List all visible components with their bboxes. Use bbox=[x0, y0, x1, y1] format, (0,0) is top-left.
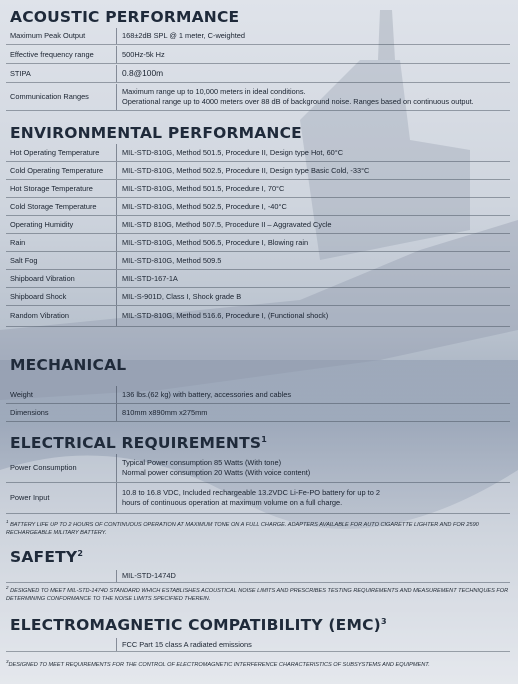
spec-value: 136 lbs.(62 kg) with battery, accessories and cables bbox=[116, 386, 510, 403]
environmental-performance-heading: ENVIRONMENTAL PERFORMANCE bbox=[10, 124, 302, 142]
emc-heading: ELECTROMAGNETIC COMPATIBILITY (EMC)$^3$ bbox=[10, 616, 387, 634]
spec-label: Weight bbox=[10, 389, 33, 399]
spec-row-cold-operating-temp bbox=[6, 162, 510, 180]
spec-row-safety-standard bbox=[6, 570, 510, 583]
spec-row-cold-storage-temp bbox=[6, 198, 510, 216]
spec-value: Typical Power consumption 85 Watts (With tone) Normal power consumption 20 Watts (With voice content) bbox=[116, 454, 510, 482]
spec-row-stipa bbox=[6, 65, 510, 83]
spec-label: Power Consumption bbox=[10, 463, 77, 472]
spec-value: MIL-STD-1474D bbox=[116, 570, 510, 582]
footnote-marker: 2 bbox=[77, 548, 84, 558]
spec-row-max-peak-output bbox=[6, 28, 510, 45]
spec-row-communication-ranges bbox=[6, 84, 510, 111]
spec-row-random-vibration bbox=[6, 306, 510, 327]
spec-row-operating-humidity bbox=[6, 216, 510, 234]
spec-label: Effective frequency range bbox=[10, 49, 94, 59]
spec-value: 10.8 to 16.8 VDC, Included rechargeable 13.2VDC Li-Fe-PO battery for up to 2 hours of continuous operation at maximum volume on a full charge. bbox=[116, 483, 510, 513]
acoustic-performance-heading: ACOUSTIC PERFORMANCE bbox=[10, 8, 240, 26]
spec-label: Communication Ranges bbox=[10, 92, 89, 101]
spec-row-dimensions bbox=[6, 404, 510, 422]
spec-row-shipboard-vibration bbox=[6, 270, 510, 288]
spec-row-hot-operating-temp bbox=[6, 144, 510, 162]
spec-value: MIL-STD-810G, Method 509.5 bbox=[116, 252, 510, 269]
mechanical-heading: MECHANICAL bbox=[10, 356, 127, 374]
spec-row-power-consumption bbox=[6, 454, 510, 483]
spec-label: Cold Storage Temperature bbox=[10, 201, 97, 211]
spec-label: Random Vibration bbox=[10, 311, 70, 320]
spec-value: 810mm x890mm x275mm bbox=[116, 404, 510, 421]
spec-value: 500Hz-5k Hz bbox=[116, 46, 510, 63]
spec-label: Shipboard Shock bbox=[10, 291, 67, 301]
spec-row-frequency-range bbox=[6, 46, 510, 64]
spec-label: Power Input bbox=[10, 493, 50, 502]
spec-row-power-input bbox=[6, 483, 510, 514]
spec-row-shipboard-shock bbox=[6, 288, 510, 306]
spec-value: 168±2dB SPL @ 1 meter, C-weighted bbox=[116, 28, 510, 44]
footnote-marker: 1 bbox=[261, 434, 268, 444]
spec-row-hot-storage-temp bbox=[6, 180, 510, 198]
emc-footnote: $^3$DESIGNED TO MEET REQUIREMENTS FOR THE CONTROL OF ELECTROMAGNETIC INTERFERENCE CHARACTERISTICS OF SUBSYSTEMS AND EQUIPMENT. bbox=[6, 659, 430, 668]
spec-label: STIPA bbox=[10, 68, 31, 78]
spec-value: MIL-STD-810G, Method 506.5, Procedure I, Blowing rain bbox=[116, 234, 510, 251]
spec-row-emc-standard bbox=[6, 638, 510, 652]
spec-label: Hot Storage Temperature bbox=[10, 183, 93, 193]
footnote-marker: 3 bbox=[380, 616, 387, 626]
spec-label: Maximum Peak Output bbox=[10, 31, 86, 40]
spec-value: FCC Part 15 class A radiated emissions bbox=[116, 638, 510, 651]
spec-label: Dimensions bbox=[10, 407, 49, 417]
spec-value: MIL-STD-810G, Method 502.5, Procedure I, -40°C bbox=[116, 198, 510, 215]
electrical-footnote: $^1$ BATTERY LIFE UP TO 2 HOURS OF CONTINUOUS OPERATION AT MAXIMUM TONE ON A FULL CHARGE. ADAPTERS AVAILABLE FOR AUTO CIGARETTE LIGHTER AND FOR 2590 RECHARGEABLE MILITARY BATTERY. bbox=[6, 519, 479, 536]
spec-value: MIL-STD-810G, Method 501.5, Procedure I, 70°C bbox=[116, 180, 510, 197]
spec-value: Maximum range up to 10,000 meters in ideal conditions. Operational range up to 4000 meters over 88 dB of background noise. Ranges based on continuous output. bbox=[116, 84, 510, 110]
spec-row-weight bbox=[6, 386, 510, 404]
spec-value: MIL-STD-167-1A bbox=[116, 270, 510, 287]
spec-value: MIL-STD-810G, Method 501.5, Procedure II, Design type Hot, 60°C bbox=[116, 144, 510, 161]
spec-value: MIL-STD 810G, Method 507.5, Procedure II – Aggravated Cycle bbox=[116, 216, 510, 233]
spec-row-salt-fog bbox=[6, 252, 510, 270]
spec-label: Rain bbox=[10, 237, 26, 247]
spec-label: Hot Operating Temperature bbox=[10, 147, 100, 157]
spec-value: MIL-STD-810G, Method 516.6, Procedure I, (Functional shock) bbox=[116, 306, 510, 326]
safety-footnote: $^2$ DESIGNED TO MEET MIL-STD-1474D STANDARD WHICH ESTABLISHES ACOUSTICAL NOISE LIMITS AND PRESCRIBES TESTING REQUIREMENTS AND MEASUREMENT TECHNIQUES FOR DETERMINING CONFORMANCE TO THE NOISE LIMITS SPECIFIED THEREIN. bbox=[6, 585, 509, 602]
spec-row-rain bbox=[6, 234, 510, 252]
safety-heading: SAFETY$^2$ bbox=[10, 548, 84, 566]
spec-label: Cold Operating Temperature bbox=[10, 165, 104, 175]
spec-label: Shipboard Vibration bbox=[10, 273, 75, 283]
spec-value: 0.8@100m bbox=[116, 65, 510, 82]
spec-value: MIL-STD-810G, Method 502.5, Procedure II, Design type Basic Cold, -33°C bbox=[116, 162, 510, 179]
electrical-requirements-heading: ELECTRICAL REQUIREMENTS$^1$ bbox=[10, 434, 268, 452]
spec-value: MIL-S-901D, Class I, Shock grade B bbox=[116, 288, 510, 305]
spec-label: Salt Fog bbox=[10, 255, 38, 265]
spec-label: Operating Humidity bbox=[10, 219, 74, 229]
